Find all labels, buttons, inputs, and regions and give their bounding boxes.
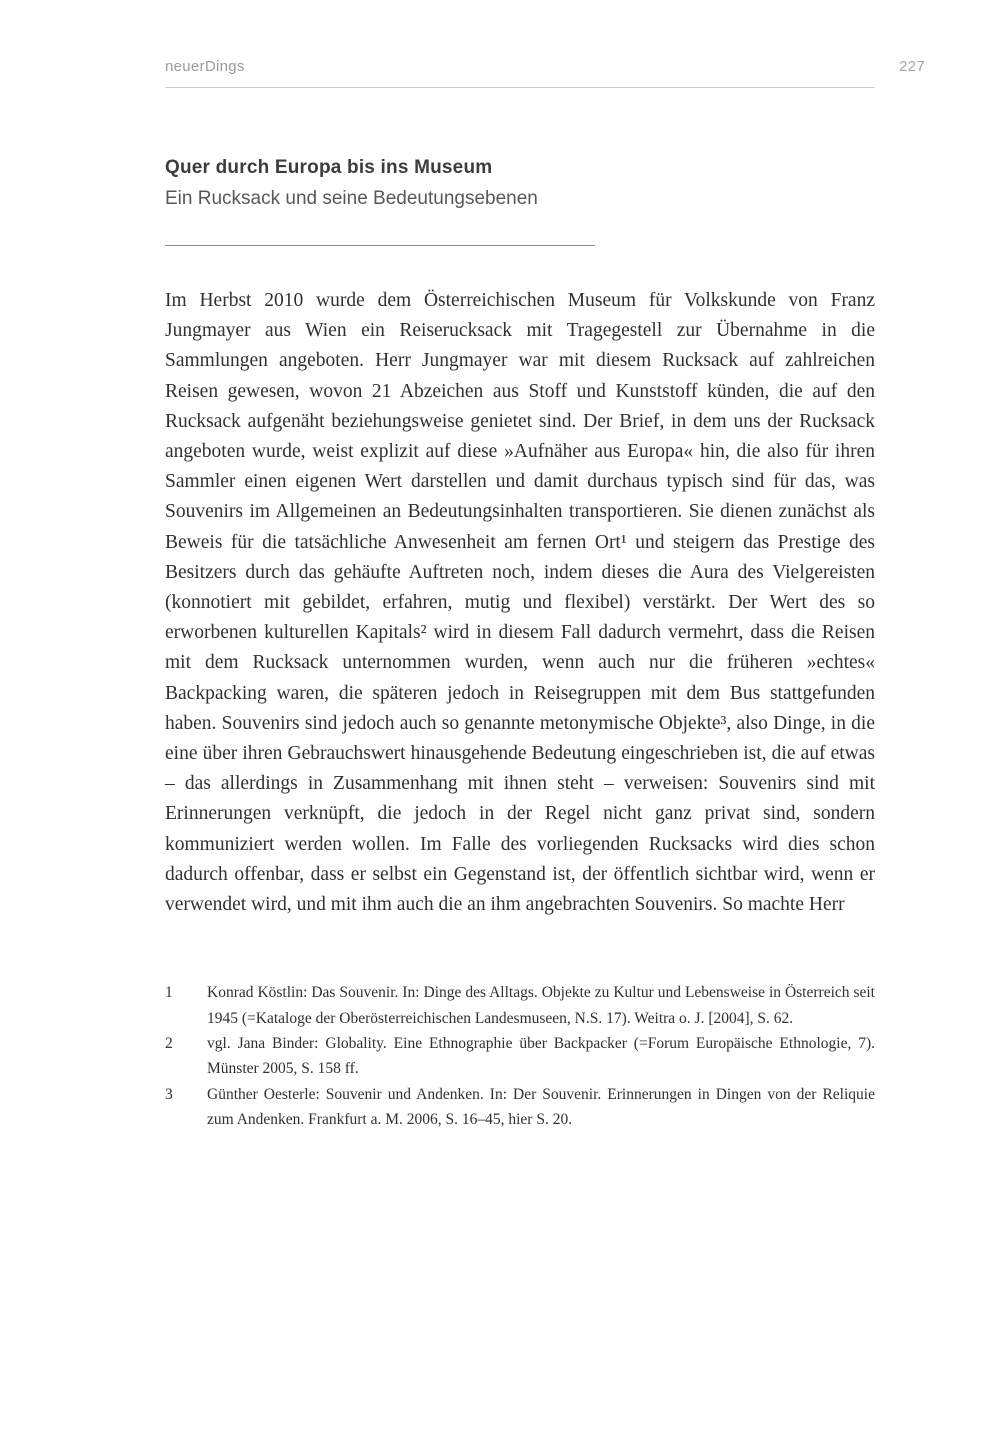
title-block xyxy=(165,152,875,246)
footnote-number: 1 xyxy=(165,984,173,1002)
footnote-text: vgl. Jana Binder: Globality. Eine Ethnographie über Backpacker (=Forum Europäische Ethnologie, 7). Münster 2005, S. 158 ff. xyxy=(207,1035,875,1078)
body-text xyxy=(165,286,875,920)
footnote-text: Konrad Köstlin: Das Souvenir. In: Dinge des Alltags. Objekte zu Kultur und Lebensweise in Österreich seit 1945 (=Kataloge der Oberösterreichischen Landesmuseen, N.S. 17). Weitra o. J. [2004], S. 62. xyxy=(207,984,875,1027)
page-header xyxy=(165,58,925,75)
footnote-number: 2 xyxy=(165,1035,173,1053)
header-rule xyxy=(165,87,875,88)
footnote-item xyxy=(165,980,875,1031)
footnotes-section xyxy=(165,980,875,1132)
chapter-title: Quer durch Europa bis ins Museum xyxy=(165,157,493,178)
chapter-subtitle: Ein Rucksack und seine Bedeutungsebenen xyxy=(165,188,538,209)
title-rule xyxy=(165,245,595,246)
page-number: 227 xyxy=(899,58,925,75)
running-title: neuerDings xyxy=(165,58,245,75)
footnote-item xyxy=(165,1082,875,1133)
footnote-item xyxy=(165,1031,875,1082)
body-paragraph: Im Herbst 2010 wurde dem Österreichischen Museum für Volkskunde von Franz Jungmayer aus Wien ein Reiserucksack mit Tragegestell zur Übernahme in die Sammlungen angeboten. Herr Jungmayer war mit diesem Rucksack auf zahlreichen Reisen gewesen, wovon 21 Abzeichen aus Stoff und Kunststoff künden, die auf den Rucksack aufgenäht beziehungsweise genietet sind. Der Brief, in dem uns der Rucksack angeboten wurde, weist explizit auf diese »Aufnäher aus Europa« hin, die also für ihren Sammler einen eigenen Wert darstellen und damit durchaus typisch sind für das, was Souvenirs im Allgemeinen an Bedeutungsinhalten transportieren. Sie dienen zunächst als Beweis für die tatsächliche Anwesenheit am fernen Ort¹ und steigern das Prestige des Besitzers durch das gehäufte Auftreten noch, indem dieses die Aura des Vielgereisten (konnotiert mit gebildet, erfahren, mutig und flexibel) verstärkt. Der Wert des so erworbenen kulturellen Kapitals² wird in diesem Fall dadurch vermehrt, dass die Reisen mit dem Rucksack unternommen wurden, wenn auch nur die früheren »echtes« Backpacking waren, die späteren jedoch in Reisegruppen mit dem Bus stattgefunden haben. Souvenirs sind jedoch auch so genannte metonymische Objekte³, also Dinge, in die eine über ihren Gebrauchswert hinausgehende Bedeutung eingeschrieben ist, die auf etwas – das allerdings in Zusammenhang mit ihnen steht – verweisen: Souvenirs sind mit Erinnerungen verknüpft, die jedoch in der Regel nicht ganz privat sind, sondern kommuniziert werden wollen. Im Falle des vorliegenden Rucksacks wird dies schon dadurch offenbar, dass er selbst ein Gegenstand ist, der öffentlich sichtbar wird, wenn er verwendet wird, und mit ihm auch die an ihm angebrachten Souvenirs. So machte Herr xyxy=(165,290,875,916)
footnote-number: 3 xyxy=(165,1085,173,1103)
footnote-text: Günther Oesterle: Souvenir und Andenken. In: Der Souvenir. Erinnerungen in Dingen von der Reliquie zum Andenken. Frankfurt a. M. 2006, S. 16–45, hier S. 20. xyxy=(207,1085,875,1129)
